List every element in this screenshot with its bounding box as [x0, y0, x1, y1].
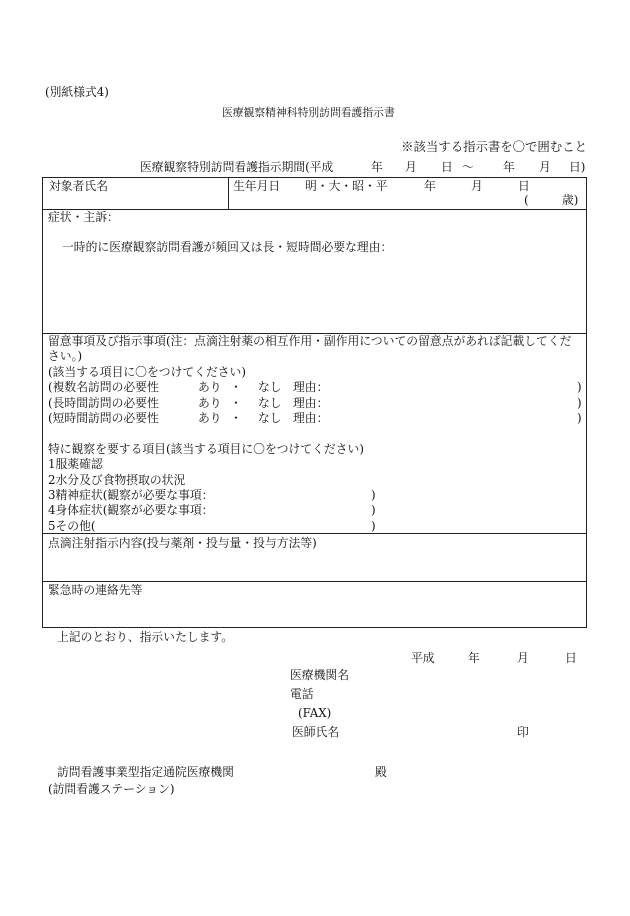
symptoms-label: 症状・主訴： [48, 210, 119, 224]
visit-need-yes-option: あり [198, 380, 222, 395]
form-table [42, 177, 587, 628]
visit-need-separator: ・ [230, 410, 242, 425]
visit-need-reason-label: 理由： [293, 395, 329, 410]
visit-need-separator: ・ [230, 380, 242, 395]
visit-need-reason-label: 理由： [293, 380, 329, 395]
visit-need-separator: ・ [230, 395, 242, 410]
observation-item-label: 5その他( [48, 518, 96, 533]
observation-item-close-paren: ) [371, 487, 376, 502]
patient-name-cell [43, 178, 229, 209]
visit-need-yes-option: あり [198, 410, 222, 425]
visit-need-label: (短時間訪問の必要性 [48, 410, 159, 425]
doctor-name-label: 医師氏名 [292, 725, 340, 739]
period-start-year-label: 年 [371, 160, 383, 174]
circle-instruction-note: (該当する項目に〇をつけてください) [48, 364, 246, 379]
issue-date-year-label: 年 [468, 651, 480, 665]
instructions-heading-continued: さい。) [48, 349, 83, 364]
issue-date-month-label: 月 [517, 651, 529, 665]
observation-item-label: 1服薬確認 [48, 457, 103, 472]
birth-date-cell [229, 178, 586, 209]
instructions-heading: 留意事項及び指示事項(注：点滴注射薬の相互作用・副作用についての留意点があれば記載してくだ [48, 334, 572, 348]
seal-label: 印 [517, 725, 529, 739]
birth-year-label: 年 [424, 179, 436, 193]
phone-label: 電話 [290, 687, 314, 701]
visit-need-reason-label: 理由： [293, 410, 329, 425]
visit-need-no-option: なし [258, 410, 282, 425]
period-end-month-label: 月 [539, 160, 551, 174]
visit-need-item [48, 396, 586, 411]
visit-need-close-paren: ) [577, 395, 582, 410]
visit-need-close-paren: ) [577, 410, 582, 425]
honorific-label: 殿 [375, 765, 387, 779]
institution-name-label: 医療機関名 [290, 668, 349, 682]
issue-date-day-label: 日 [565, 651, 577, 665]
form-number-label: (別紙様式4) [45, 85, 109, 99]
fax-label: (FAX) [298, 706, 332, 720]
instruction-statement: 上記のとおり、指示いたします。 [57, 630, 234, 644]
age-label: 歳) [562, 193, 579, 207]
visit-need-label: (長時間訪問の必要性 [48, 395, 159, 410]
era-options: 明・大・昭・平 [305, 179, 388, 193]
visit-need-close-paren: ) [577, 380, 582, 395]
observation-item-close-paren: ) [371, 503, 376, 518]
station-label: (訪問看護ステーション) [48, 782, 175, 796]
visit-need-no-option: なし [258, 395, 282, 410]
observation-item [48, 473, 586, 488]
form-title: 医療観察精神科特別訪問看護指示書 [222, 106, 395, 119]
period-label: 医療観察特別訪問看護指示期間(平成 [140, 160, 334, 174]
visit-need-yes-option: あり [198, 395, 222, 410]
patient-row [43, 178, 586, 209]
period-start-day-label: 日 [441, 160, 453, 174]
observation-item-label: 2水分及び食物摂取の状況 [48, 472, 186, 487]
issue-date-era: 平成 [411, 651, 435, 665]
observation-heading: 特に観察を要する項目(該当する項目に〇をつけてください) [48, 441, 364, 456]
observation-item-close-paren: ) [371, 518, 376, 533]
period-end-day-label: 日) [569, 160, 586, 174]
observation-item-label: 4身体症状(観察が必要な事項： [48, 503, 214, 518]
infusion-instructions-label: 点滴注射指示内容(投与薬剤・投与量・投与方法等) [48, 536, 317, 550]
visit-need-item [48, 411, 586, 426]
instructions-row [43, 333, 586, 533]
frequency-reason-label: 一時的に医療観察訪問看護が頻回又は長・短時間必要な理由： [62, 240, 393, 254]
birth-day-label: 日 [518, 179, 530, 193]
infusion-row [43, 533, 586, 581]
addressee-label: 訪問看護事業型指定通院医療機関 [57, 765, 234, 779]
birth-date-label: 生年月日 [233, 179, 281, 193]
period-end-year-label: 年 [503, 160, 515, 174]
patient-name-label: 対象者氏名 [49, 179, 108, 193]
observation-item [48, 457, 586, 472]
observation-item [48, 488, 586, 503]
emergency-row [43, 581, 586, 627]
symptoms-row [43, 209, 586, 333]
observation-item-label: 3精神症状(観察が必要な事項： [48, 487, 214, 502]
period-start-month-label: 月 [405, 160, 417, 174]
blank-line [48, 426, 586, 441]
visit-need-item [48, 380, 586, 395]
visit-need-label: (複数名訪問の必要性 [48, 380, 159, 395]
observation-item [48, 503, 586, 518]
period-range-separator: ～ [462, 160, 474, 174]
visit-need-no-option: なし [258, 380, 282, 395]
observation-item [48, 519, 586, 534]
emergency-contact-label: 緊急時の連絡先等 [48, 583, 143, 597]
selection-note: ※該当する指示書を〇で囲むこと [401, 139, 587, 154]
age-open-paren: ( [524, 193, 529, 207]
birth-month-label: 月 [471, 179, 483, 193]
